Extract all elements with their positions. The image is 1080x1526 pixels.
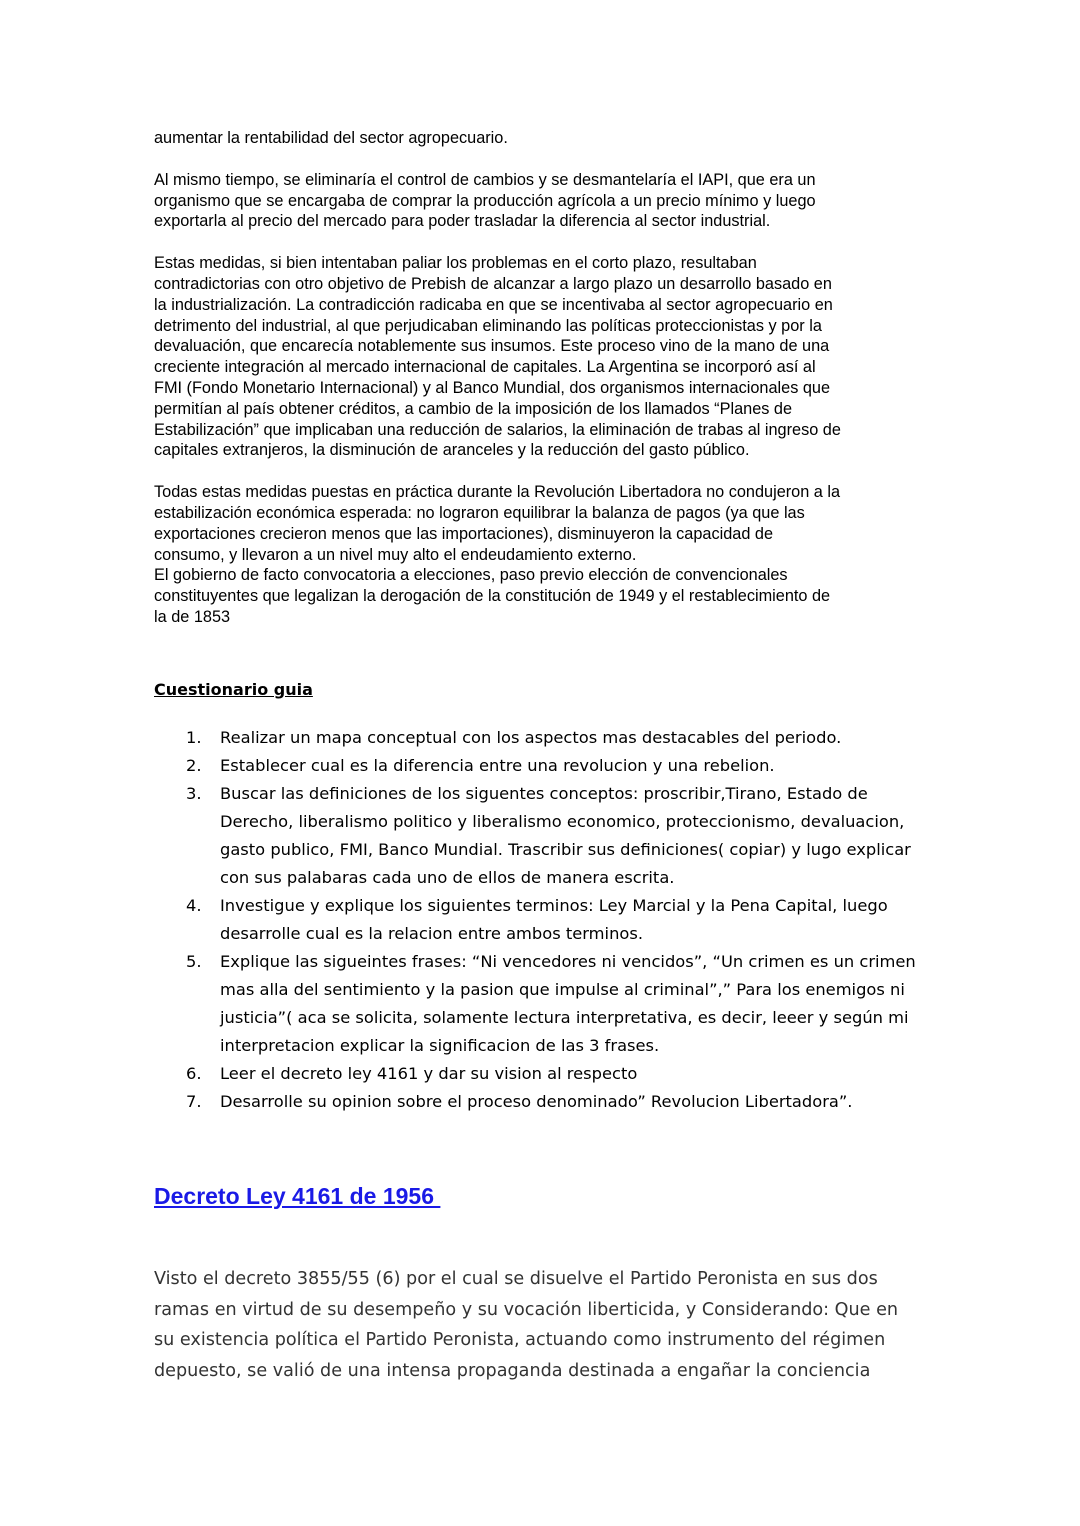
paragraph-gap [154,232,934,253]
list-item [154,1088,934,1116]
article-text [154,128,934,628]
paragraph-gap [154,461,934,482]
decreto-body-text: Visto el decreto 3855/55 (6) por el cual se disuelve el Partido Peronista en sus dos ramas en virtud de su desempeño y su vocación liberticida, y Considerando: Que en su existencia política el Partido Peronista, actuando como instrumento del régimen depuesto, se valió de una intensa propaganda destinada a engañar la conciencia [154,1269,899,1381]
paragraph-1: aumentar la rentabilidad del sector agropecuario. [154,129,508,147]
paragraph-gap [154,149,934,170]
list-number: 4. [186,896,202,915]
list-number: 7. [186,1092,202,1111]
list-item-text: Buscar las definiciones de los siguentes conceptos: proscribir,Tirano, Estado de Derecho, liberalismo politico y liberalismo economico, proteccionismo, devaluacion, gasto publico, FMI, Banco Mundial. Trascribir sus definiciones( copiar) y lugo explicar con sus palabaras cada uno de ellos de manera escrita. [220,784,911,887]
list-item [154,780,934,892]
questionnaire-list [154,724,934,1116]
questionnaire-title: Cuestionario guia [154,680,313,699]
paragraph-2: Al mismo tiempo, se eliminaría el control de cambios y se desmantelaría el IAPI, que era un organismo que se encargaba de comprar la producción agrícola a un precio mínimo y luego exportarla al precio del mercado para poder trasladar la diferencia al sector industrial. [154,170,816,231]
paragraph-5: El gobierno de facto convocatoria a elecciones, paso previo elección de convencionales constituyentes que legalizan la derogación de la constitución de 1949 y el restablecimiento de la de 1853 [154,566,831,626]
list-number: 6. [186,1064,202,1083]
list-item-text: Desarrolle su opinion sobre el proceso denominado” Revolucion Libertadora”. [220,1092,853,1111]
list-item [154,948,934,1060]
list-item-text: Establecer cual es la diferencia entre una revolucion y una rebelion. [220,756,775,775]
list-number: 5. [186,952,202,971]
paragraph-4: Todas estas medidas puestas en práctica durante la Revolución Libertadora no condujeron a la estabilización económica esperada: no lograron equilibrar la balanza de pagos (ya que las exportaciones crecieron menos que las importaciones), disminuyeron la capacidad de consumo, y llevaron a un nivel muy alto el endeudamiento externo. [154,483,841,564]
list-item [154,752,934,780]
list-item-text: Leer el decreto ley 4161 y dar su vision al respecto [220,1064,638,1083]
paragraph-3: Estas medidas, si bien intentaban paliar los problemas en el corto plazo, resultaban contradictorias con otro objetivo de Prebish de alcanzar a largo plazo un desarrollo basado en la industrialización. La contradicción radicaba en que se incentivaba al sector agropecuario en detrimento del industrial, al que perjudicaban eliminando las políticas proteccionistas y por la devaluación, que encarecía notablemente sus insumos. Este proceso vino de la mano de una creciente integración al mercado internacional de capitales. La Argentina se incorporó así al FMI (Fondo Monetario Internacional) y al Banco Mundial, dos organismos internacionales que permitían al país obtener créditos, a cambio de la imposición de los llamados “Planes de Estabilización” que implicaban una reducción de salarios, la eliminación de trabas al ingreso de capitales extranjeros, la disminución de aranceles y la reducción del gasto público. [154,254,841,460]
list-item [154,724,934,752]
list-item-text: Explique las sigueintes frases: “Ni vencedores ni vencidos”, “Un crimen es un crimen mas alla del sentimiento y la pasion que impulse al criminal”,” Para los enemigos ni justicia”( aca se solicita, solamente lectura interpretativa, es decir, leeer y según mi interpretacion explicar la significacion de las 3 frases. [220,952,916,1055]
list-number: 3. [186,784,202,803]
list-number: 1. [186,728,202,747]
list-item-text: Investigue y explique los siguientes terminos: Ley Marcial y la Pena Capital, luego desarrolle cual es la relacion entre ambos terminos. [220,896,888,943]
list-item-text: Realizar un mapa conceptual con los aspectos mas destacables del periodo. [220,728,842,747]
list-number: 2. [186,756,202,775]
list-item [154,892,934,948]
list-item [154,1060,934,1088]
decreto-title-link[interactable]: Decreto Ley 4161 de 1956 [154,1183,441,1209]
